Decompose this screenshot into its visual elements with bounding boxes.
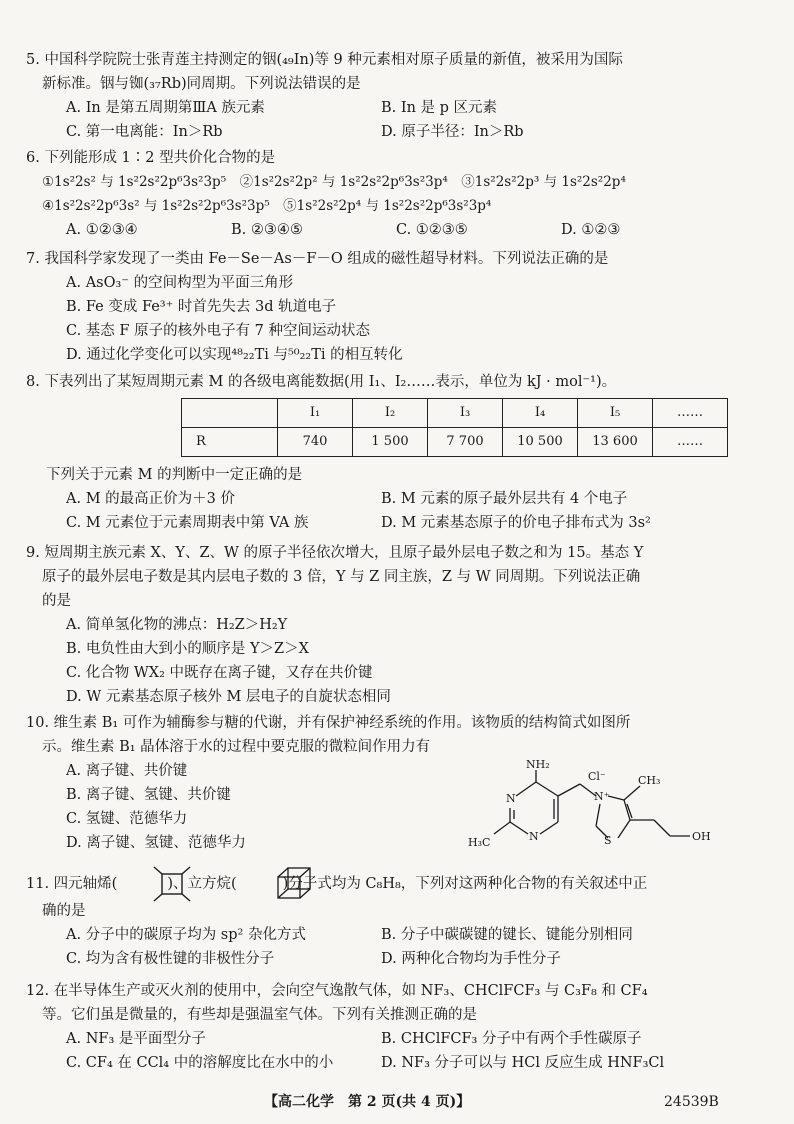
q6-option-a: A. ①②③④ [66,222,138,238]
q9-stem-line2: 原子的最外层电子数是其内层电子数的 3 倍，Y 与 Z 同主族，Z 与 W 同周期。下列说法正确 [42,569,641,585]
q11-option-b: B. 分子中碳碳键的键长、键能分别相同 [381,927,633,943]
q12-stem-line1: 12. 在半导体生产或灭火剂的使用中，会向空气逸散气体，如 NF₃、CHClFCF₃ 与 C₃F₈ 和 CF₄ [26,983,648,999]
q9-stem-line1: 9. 短周期主族元素 X、Y、Z、W 的原子半径依次增大，且原子最外层电子数之和为 15。基态 Y [26,545,644,561]
label-cl-minus: Cl⁻ [588,770,606,783]
q6-option-d: D. ①②③ [561,222,621,238]
table-header-cell: I₁ [278,399,353,428]
q12-option-a: A. NF₃ 是平面型分子 [66,1031,206,1047]
q7-stem: 7. 我国科学家发现了一类由 Fe－Se－As－F－O 组成的磁性超导材料。下列说法正确的是 [26,251,609,267]
q5-stem-line2: 新标准。铟与铷(₃₇Rb)同周期。下列说法错误的是 [42,76,361,92]
q8-option-c: C. M 元素位于元素周期表中第 VA 族 [66,515,309,531]
q8-option-b: B. M 元素的原子最外层共有 4 个电子 [381,491,628,507]
question-8 [26,370,756,535]
q6-stem: 6. 下列能形成 1∶2 型共价化合物的是 [26,150,276,166]
q10-stem-line2: 示。维生素 B₁ 晶体溶于水的过程中要克服的微粒间作用力有 [42,739,431,755]
question-6 [26,146,746,242]
q8-stem: 8. 下表列出了某短周期元素 M 的各级电离能数据(用 I₁、I₂……表示，单位为 kJ · mol⁻¹)。 [26,374,617,390]
label-oh: OH [692,830,711,843]
q12-stem-line2: 等。它们虽是微量的，有些却是强温室气体。下列有关推测正确的是 [42,1007,477,1023]
table-header-cell [182,399,278,428]
tetraradialene-structure-icon [148,866,198,902]
table-cell: 7 700 [428,428,503,457]
question-9 [26,541,726,709]
label-ch3: CH₃ [638,774,661,787]
q9-option-c: C. 化合物 WX₂ 中既存在离子键，又存在共价键 [66,665,373,681]
q11-option-d: D. 两种化合物均为手性分子 [381,951,561,967]
q5-option-c: C. 第一电离能：In＞Rb [66,124,223,140]
table-header-cell: I₃ [428,399,503,428]
q7-option-d: D. 通过化学变化可以实现⁴⁸₂₂Ti 与⁵⁰₂₂Ti 的相互转化 [66,347,403,363]
table-header-cell: …… [653,399,728,428]
table-row [182,428,728,457]
q11-stem-part2: )、立方烷( [167,876,237,892]
q9-option-b: B. 电负性由大到小的顺序是 Y＞Z＞X [66,641,309,657]
q5-option-d: D. 原子半径：In＞Rb [381,124,524,140]
q7-option-a: A. AsO₃⁻ 的空间构型为平面三角形 [66,275,294,291]
ionization-energy-table [181,398,728,457]
q6-line2: ④1s²2s²2p⁶3s² 与 1s²2s²2p⁶3s²3p⁵ ⑤1s²2s²2p⁴ 与 1s²2s²2p⁶3s²3p⁴ [42,198,492,214]
q5-option-b: B. In 是 p 区元素 [381,100,498,116]
label-n-plus: N⁺ [594,790,610,803]
q10-option-c: C. 氢键、范德华力 [66,811,188,827]
q11-option-c: C. 均为含有极性键的非极性分子 [66,951,275,967]
question-11 [26,869,756,971]
label-n1: N [506,792,516,805]
q5-stem-line1: 5. 中国科学院院士张青莲主持测定的铟(₄₉In)等 9 种元素相对原子质量的新值，被采用为国际 [26,52,623,68]
table-cell: 1 500 [353,428,428,457]
table-cell: 13 600 [578,428,653,457]
table-header-cell: I₂ [353,399,428,428]
question-5 [26,48,726,144]
q7-option-c: C. 基态 F 原子的核外电子有 7 种空间运动状态 [66,323,371,339]
q9-option-a: A. 简单氢化物的沸点：H₂Z＞H₂Y [66,617,288,633]
q6-option-b: B. ②③④⑤ [231,222,303,238]
table-header-cell: I₅ [578,399,653,428]
q10-option-b: B. 离子键、氢键、共价键 [66,787,231,803]
table-cell: 10 500 [503,428,578,457]
label-n2: N [529,830,539,843]
footer-exam-code: 24539B [664,1094,719,1110]
q8-option-a: A. M 的最高正价为＋3 价 [66,491,235,507]
q6-option-c: C. ①②③⑤ [396,222,468,238]
q11-stem-line2: 确的是 [42,903,86,919]
q10-option-a: A. 离子键、共价键 [66,763,188,779]
q11-option-a: A. 分子中的碳原子均为 sp² 杂化方式 [66,927,306,943]
table-cell: 740 [278,428,353,457]
q9-stem-line3: 的是 [42,593,71,609]
cubane-structure-icon [274,865,316,901]
q12-option-d: D. NF₃ 分子可以与 HCl 反应生成 HNF₃Cl [381,1055,665,1071]
q10-option-d: D. 离子键、氢键、范德华力 [66,835,246,851]
q11-stem-part3: )分子式均为 C₈H₈，下列对这两种化合物的有关叙述中正 [282,876,648,892]
q5-option-a: A. In 是第五周期第ⅢA 族元素 [66,100,265,116]
q6-line1: ①1s²2s² 与 1s²2s²2p⁶3s²3p⁵ ②1s²2s²2p² 与 1s²2s²2p⁶3s²3p⁴ ③1s²2s²2p³ 与 1s²2s²2p⁴ [42,174,626,190]
q8-option-d: D. M 元素基态原子的价电子排布式为 3s² [381,515,651,531]
vitamin-b1-structure-diagram [458,756,728,866]
table-header-row [182,399,728,428]
table-cell: …… [653,428,728,457]
q8-stem2: 下列关于元素 M 的判断中一定正确的是 [46,467,303,483]
table-header-cell: I₄ [503,399,578,428]
table-cell: R [182,428,278,457]
q11-stem-part1: 11. 四元轴烯( [26,876,118,892]
label-nh2: NH₂ [526,758,550,771]
q10-stem-line1: 10. 维生素 B₁ 可作为辅酶参与糖的代谢，并有保护神经系统的作用。该物质的结构简式如图所 [26,715,631,731]
q12-option-b: B. CHClFCF₃ 分子中有两个手性碳原子 [381,1031,642,1047]
q12-option-c: C. CF₄ 在 CCl₄ 中的溶解度比在水中的小 [66,1055,334,1071]
label-h3c: H₃C [468,836,491,849]
q7-option-b: B. Fe 变成 Fe³⁺ 时首先失去 3d 轨道电子 [66,299,337,315]
question-12 [26,979,756,1075]
question-7 [26,247,726,367]
label-s: S [604,834,612,847]
footer-page-label: 【高二化学 第 2 页(共 4 页)】 [264,1094,471,1110]
q9-option-d: D. W 元素基态原子核外 M 层电子的自旋状态相同 [66,689,391,705]
